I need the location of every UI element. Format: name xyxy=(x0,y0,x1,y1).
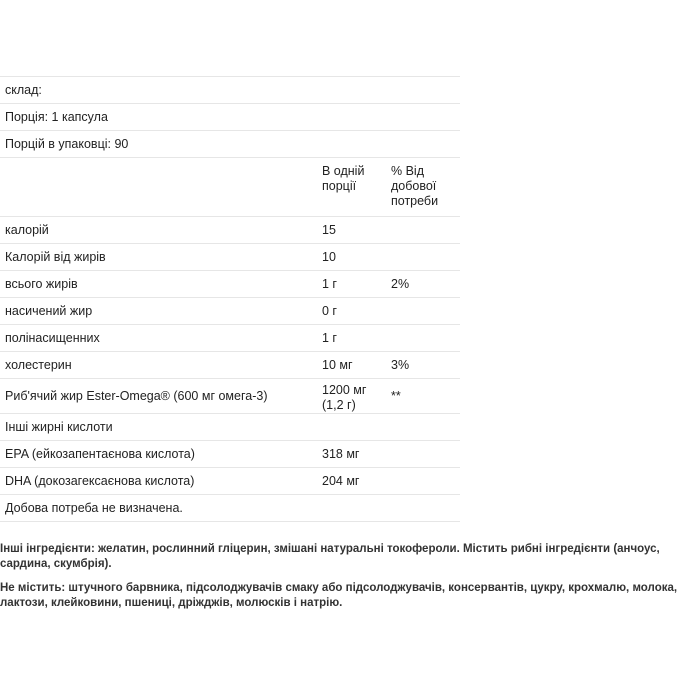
nutrient-name: калорій xyxy=(5,223,49,237)
serving-size-row xyxy=(0,104,460,131)
nutrient-amount: 10 мг xyxy=(322,358,353,372)
panel-title: склад: xyxy=(5,83,42,97)
table-header-row xyxy=(0,158,460,217)
nutrient-amount: 318 мг xyxy=(322,447,360,461)
ingredient-notes xyxy=(0,542,688,620)
nutrient-dv xyxy=(391,244,460,271)
table-row xyxy=(0,414,460,441)
nutrient-dv xyxy=(391,468,460,495)
serving-size: Порція: 1 капсула xyxy=(5,110,108,124)
supplement-facts-panel xyxy=(0,76,460,522)
nutrient-dv: 3% xyxy=(391,358,410,372)
panel-title-row xyxy=(0,77,460,104)
other-ingredients-text: Інші інгредієнти: желатин, рослинний гліцерин, змішані натуральні токофероли. Містить рибні інгредієнти (анчоус, сардина, скумбрія). xyxy=(0,543,660,570)
table-row xyxy=(0,352,460,379)
nutrient-amount xyxy=(322,414,391,441)
nutrient-dv xyxy=(391,298,460,325)
header-daily-value: % Від добової потреби xyxy=(391,164,439,208)
supplement-facts-table xyxy=(0,76,460,522)
table-row xyxy=(0,441,460,468)
nutrient-amount: 0 г xyxy=(322,304,337,318)
nutrient-amount: 1200 мг (1,2 г) xyxy=(322,383,367,412)
nutrient-name: насичений жир xyxy=(5,304,93,318)
daily-value-footnote: Добова потреба не визначена. xyxy=(5,501,183,515)
table-row xyxy=(0,298,460,325)
table-row xyxy=(0,217,460,244)
nutrient-dv xyxy=(391,325,460,352)
table-row xyxy=(0,244,460,271)
nutrient-dv xyxy=(391,217,460,244)
nutrient-dv xyxy=(391,441,460,468)
footnote-row xyxy=(0,495,460,522)
nutrient-name: холестерин xyxy=(5,358,72,372)
table-row xyxy=(0,271,460,298)
nutrient-name: EPA (ейкозапентаєнова кислота) xyxy=(5,447,195,461)
nutrient-amount: 1 г xyxy=(322,331,337,345)
nutrient-name: DHA (докозагексаєнова кислота) xyxy=(5,474,195,488)
nutrient-amount: 1 г xyxy=(322,277,337,291)
table-row xyxy=(0,379,460,414)
nutrient-dv: 2% xyxy=(391,277,410,291)
header-per-serving: В одній порції xyxy=(322,164,365,193)
header-name xyxy=(0,158,322,217)
nutrient-name: всього жирів xyxy=(5,277,78,291)
nutrient-amount: 15 xyxy=(322,223,336,237)
table-row xyxy=(0,325,460,352)
does-not-contain-text: Не містить: штучного барвника, підсолоджувачів смаку або підсолоджувачів, консервантів, цукру, крохмалю, молока, лактози, клейковини, пшениці, дріжджів, молюсків і натрію. xyxy=(0,582,678,609)
servings-per-container: Порцій в упаковці: 90 xyxy=(5,137,129,151)
nutrient-name: полінасищенних xyxy=(5,331,100,345)
table-row xyxy=(0,468,460,495)
servings-per-container-row xyxy=(0,131,460,158)
nutrient-amount: 10 xyxy=(322,250,336,264)
nutrient-amount: 204 мг xyxy=(322,474,360,488)
nutrient-name: Риб'ячий жир Ester-Omega® (600 мг омега-3) xyxy=(5,389,268,403)
nutrient-name: Калорій від жирів xyxy=(5,250,106,264)
nutrient-dv xyxy=(391,414,460,441)
nutrient-name: Інші жирні кислоти xyxy=(5,420,113,434)
nutrient-dv: ** xyxy=(391,389,401,403)
